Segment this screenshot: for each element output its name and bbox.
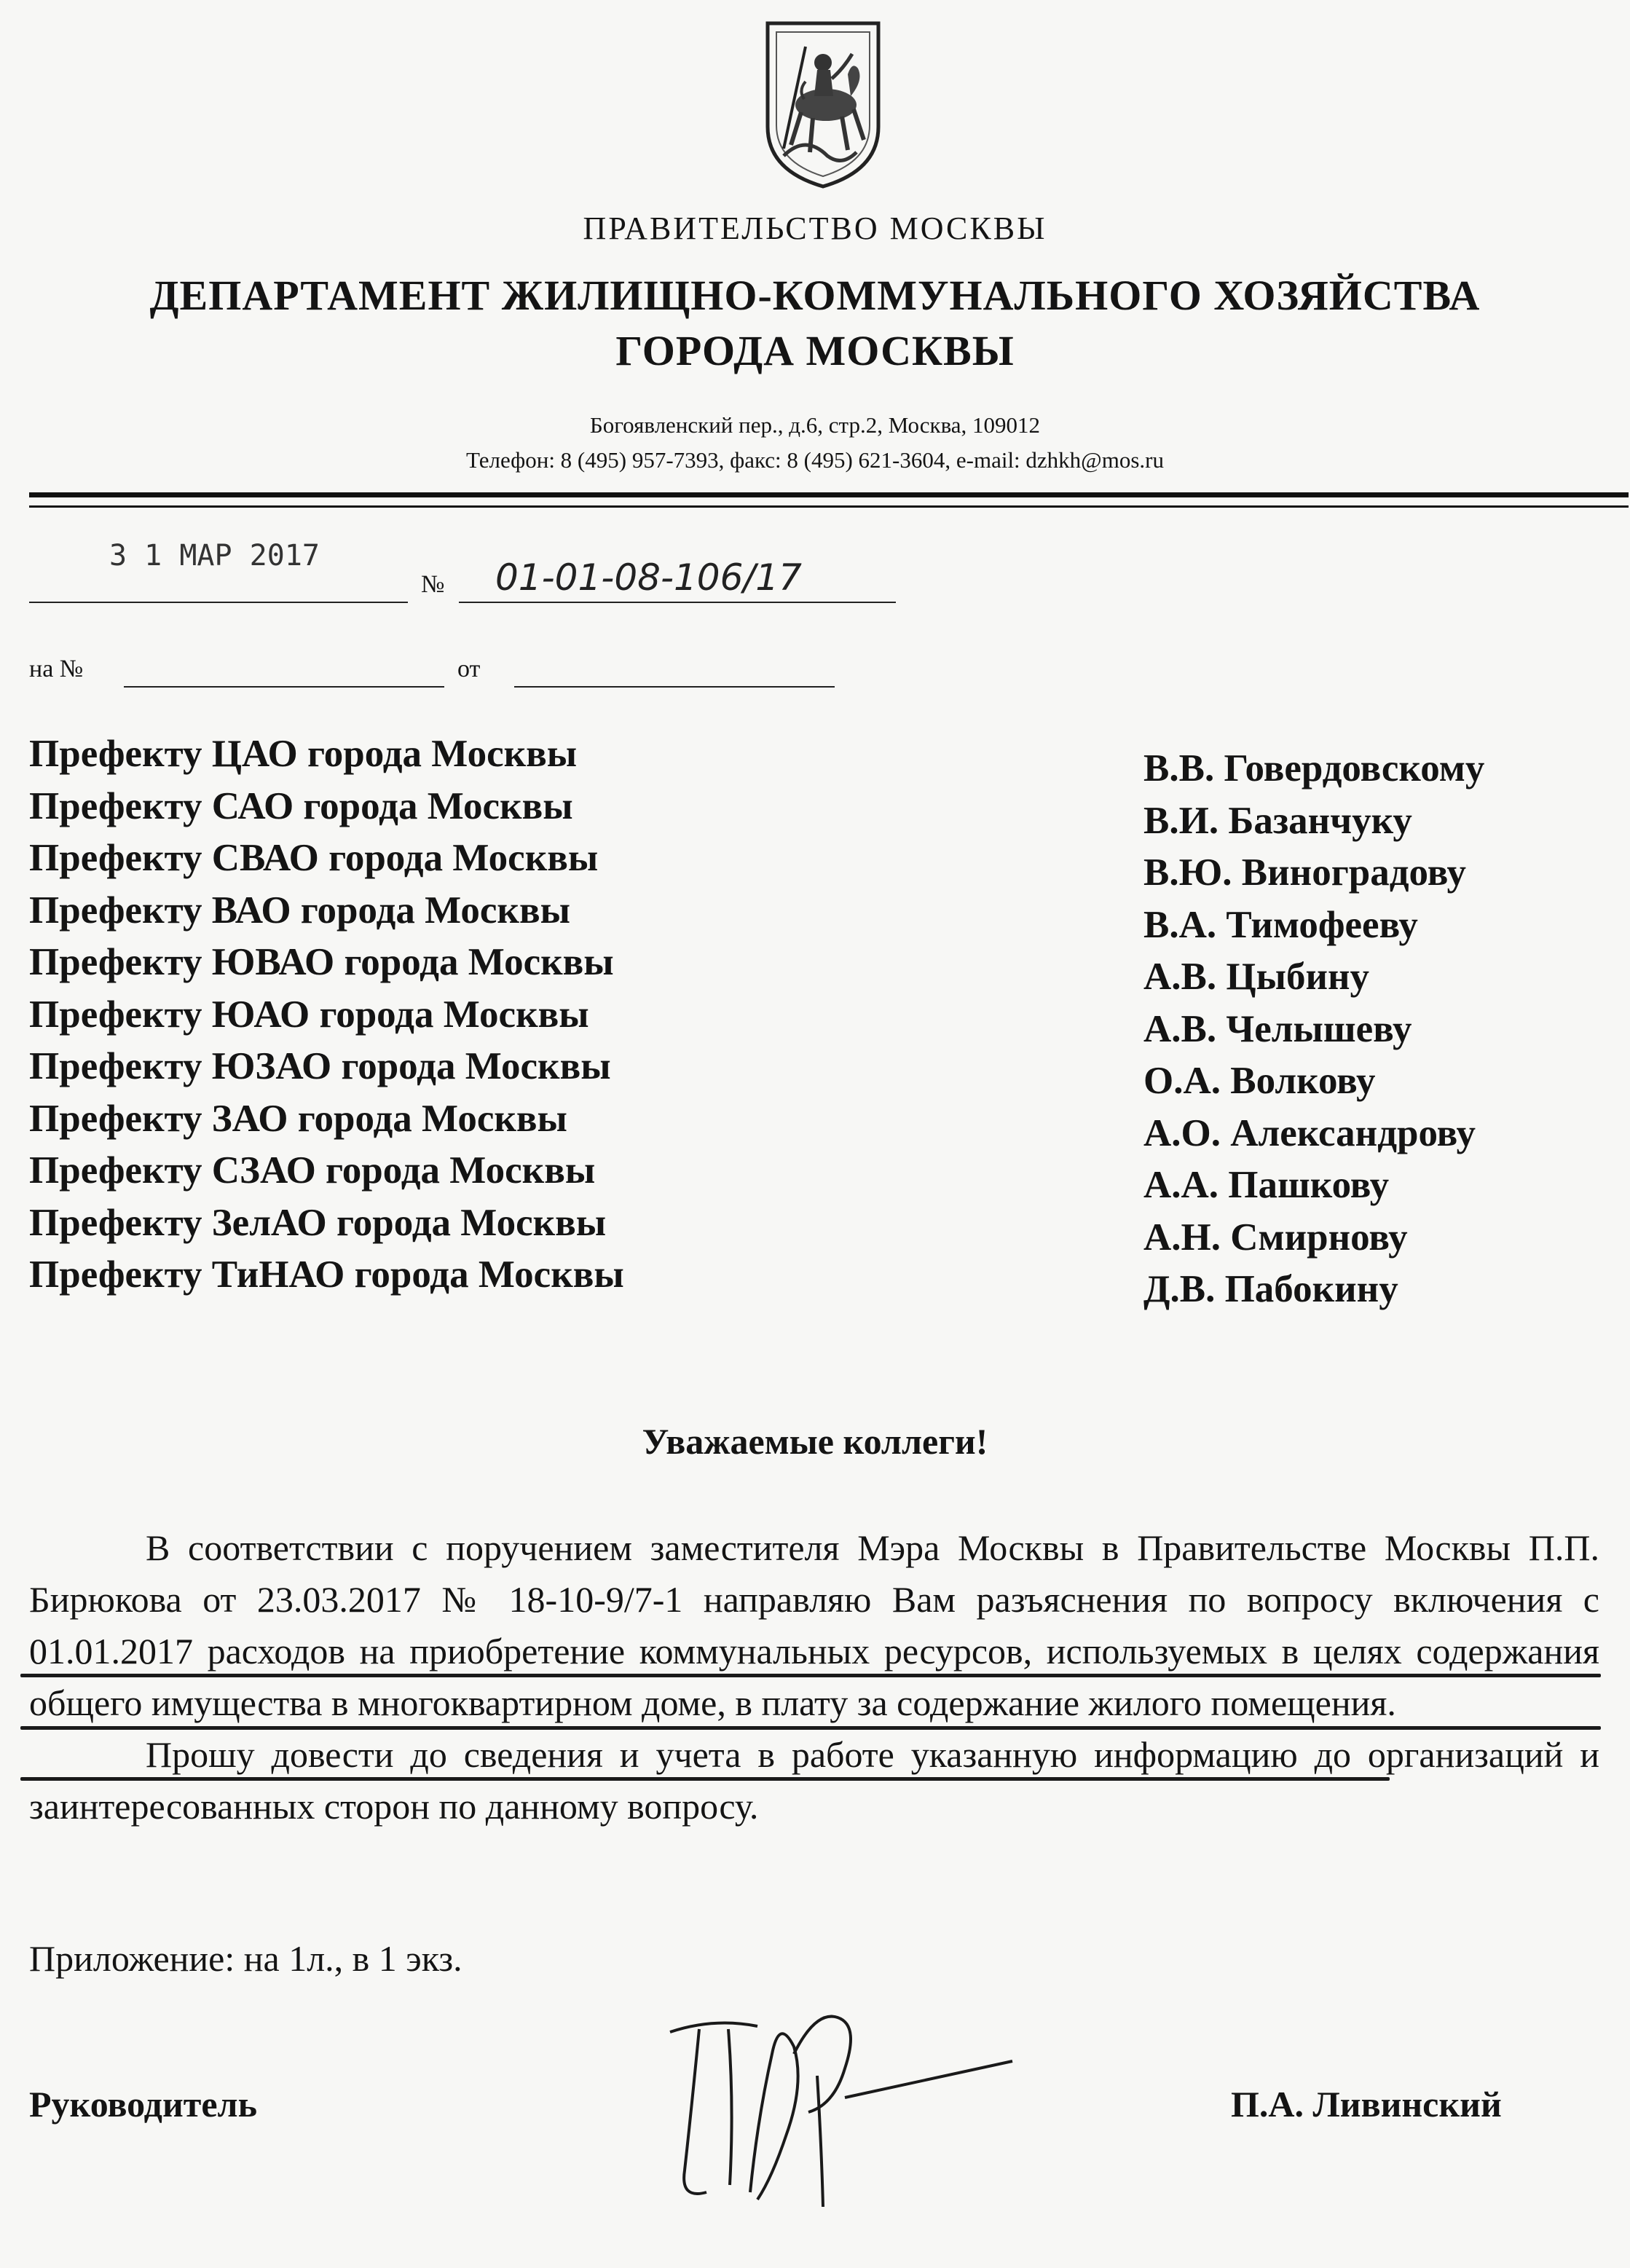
recipient-name: А.В. Челышеву (1143, 1007, 1412, 1050)
moscow-coat-of-arms-icon (762, 17, 884, 192)
reference-date-line (514, 686, 835, 688)
reference-number-line (124, 686, 444, 688)
recipient-title: Префекту ЮАО города Москвы (29, 993, 589, 1036)
recipient-name: О.А. Волкову (1143, 1060, 1376, 1102)
underline-mark (20, 1777, 1390, 1781)
body-paragraph-2: Прошу довести до сведения и учета в работе указанную информацию до организаций и заинтересованных сторон по данному вопросу. (29, 1734, 1599, 1827)
recipient-title: Префекту СВАО города Москвы (29, 837, 599, 879)
recipient-name: А.О. Александрову (1143, 1111, 1476, 1154)
recipient-names (1143, 743, 1484, 1316)
department-contacts: Телефон: 8 (495) 957-7393, факс: 8 (495) 621-3604, e-mail: dzhkh@mos.ru (466, 447, 1164, 473)
recipient-title: Префекту ВАО города Москвы (29, 889, 570, 932)
department-title-line-1: ДЕПАРТАМЕНТ ЖИЛИЩНО-КОММУНАЛЬНОГО ХОЗЯЙСТВА (149, 272, 1481, 319)
recipient-name: Д.В. Пабокину (1143, 1268, 1398, 1310)
recipient-title: Префекту ЮЗАО города Москвы (29, 1045, 611, 1087)
recipient-title: Префекту САО города Москвы (29, 784, 573, 827)
recipient-name: В.И. Базанчуку (1143, 799, 1412, 842)
underline-mark (20, 1726, 1601, 1730)
reference-number-label: на № (29, 655, 84, 682)
date-line (29, 602, 408, 603)
recipient-title: Префекту ЮВАО города Москвы (29, 941, 614, 983)
recipient-title: Префекту ЦАО города Москвы (29, 733, 578, 775)
government-title: ПРАВИТЕЛЬСТВО МОСКВЫ (583, 210, 1047, 246)
outgoing-number: 01-01-08-106/17 (495, 556, 802, 599)
body-paragraph-1: В соответствии с поручением заместителя Мэра Москвы в Правительстве Москвы П.П. Бирюкова от 23.03.2017 № 18-10-9/7-1 направляю Вам разъяснения по вопросу включения с 01.01.2017 расходов на приобретение коммунальных ресурсов, используемых в целях содержания общего имущества в многоквартирном доме, в плату за содержание жилого помещения. (29, 1527, 1599, 1723)
number-line (459, 602, 896, 603)
date-stamp: 3 1 МАР 2017 (109, 539, 320, 572)
recipient-title: Префекту ЗелАО города Москвы (29, 1201, 607, 1244)
recipient-name: А.Н. Смирнову (1143, 1216, 1408, 1259)
department-title-line-2: ГОРОДА МОСКВЫ (615, 327, 1015, 374)
recipient-name: В.Ю. Виноградову (1143, 851, 1467, 894)
header-rule-thick (29, 492, 1629, 497)
underline-mark (20, 1674, 1601, 1677)
greeting: Уважаемые коллеги! (642, 1421, 988, 1462)
recipient-name: А.А. Пашкову (1143, 1164, 1390, 1206)
department-address: Богоявленский пер., д.6, стр.2, Москва, 109012 (589, 412, 1041, 438)
letter-body (29, 1522, 1599, 1832)
handwritten-signature-icon (648, 1988, 1027, 2221)
recipient-name: А.В. Цыбину (1143, 956, 1370, 998)
recipient-name: В.А. Тимофееву (1143, 903, 1418, 946)
recipient-title: Префекту ЗАО города Москвы (29, 1097, 567, 1140)
signatory-role: Руководитель (29, 2084, 258, 2125)
header-rule-thin (29, 505, 1629, 508)
recipient-title: Префекту СЗАО города Москвы (29, 1149, 596, 1192)
recipient-titles (29, 728, 624, 1302)
reference-date-label: от (457, 655, 481, 682)
recipient-title: Префекту ТиНАО города Москвы (29, 1253, 624, 1296)
recipient-name: В.В. Говердовскому (1143, 747, 1485, 790)
signatory-name: П.А. Ливинский (1231, 2084, 1502, 2125)
number-label: № (421, 571, 445, 598)
attachment-note: Приложение: на 1л., в 1 экз. (29, 1938, 462, 1979)
